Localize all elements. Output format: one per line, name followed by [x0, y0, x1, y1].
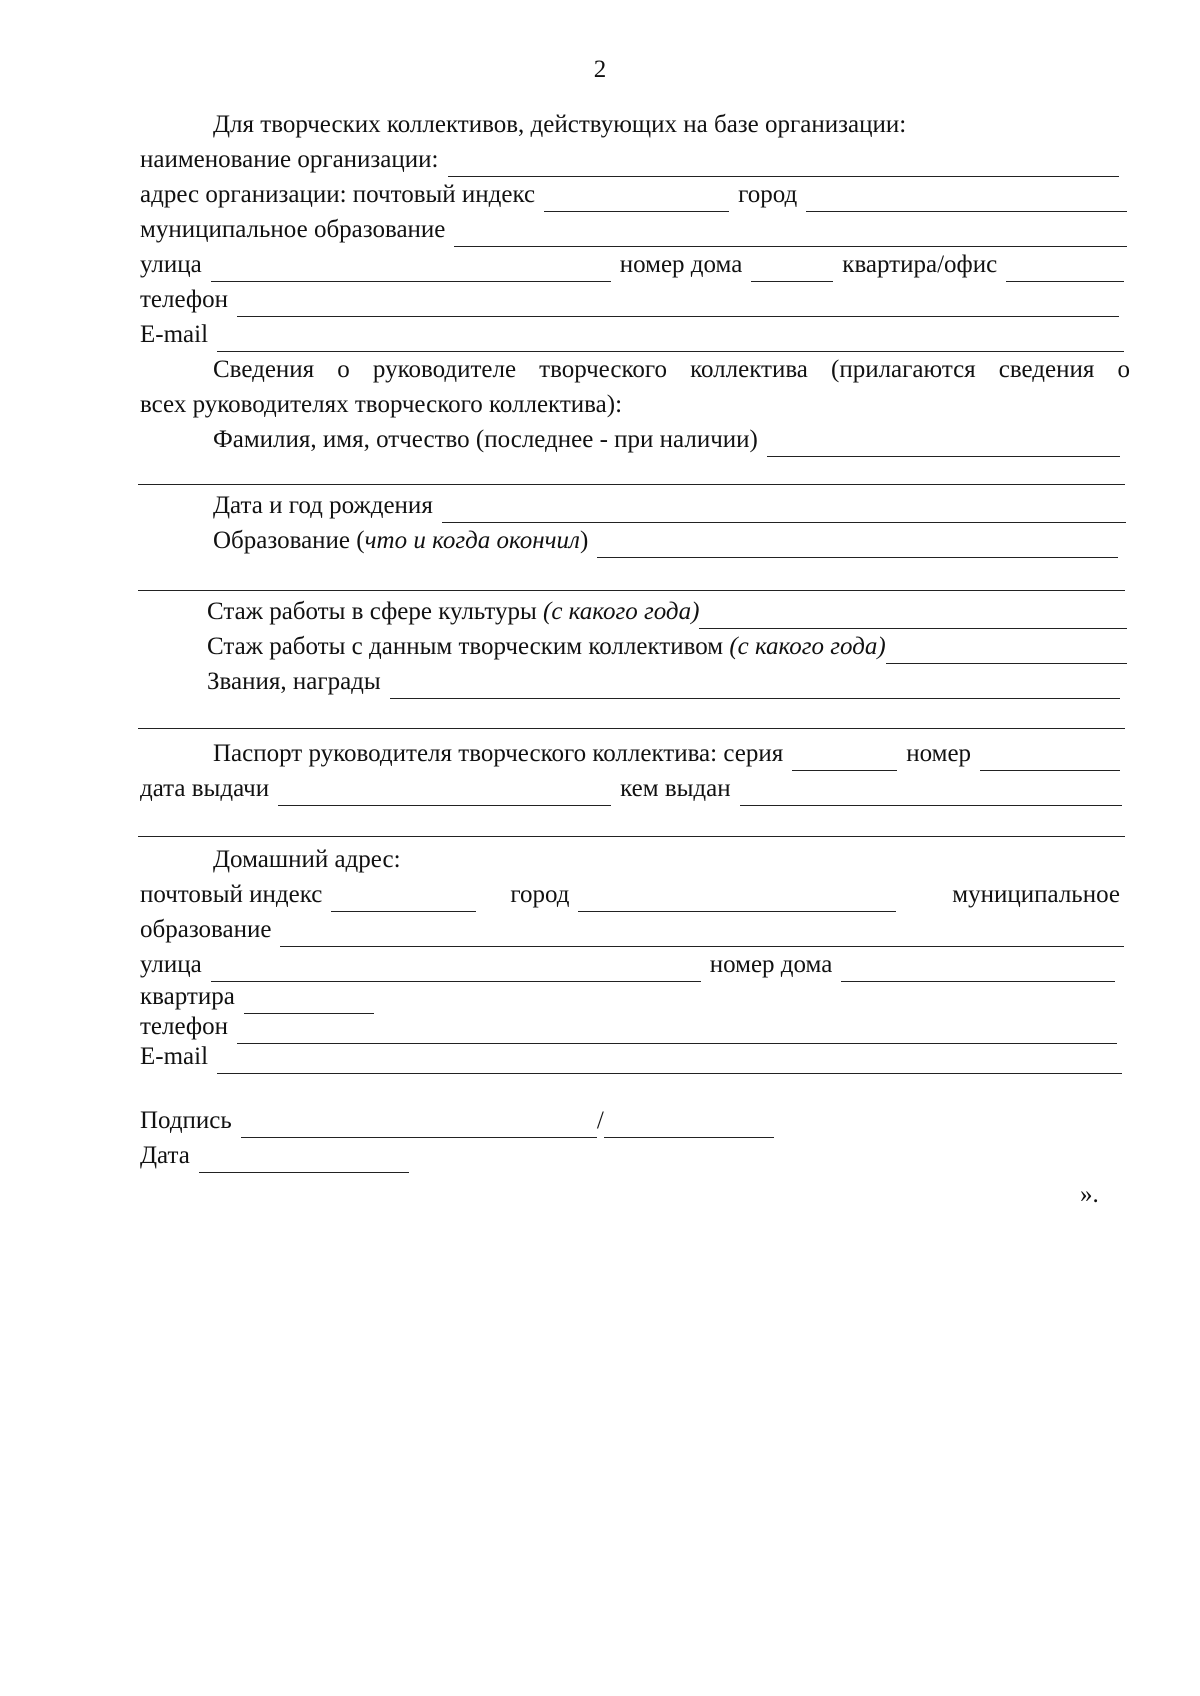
leader-education-close: ) — [579, 527, 589, 554]
home-city-label: город — [510, 881, 570, 908]
date-label: Дата — [140, 1142, 190, 1169]
org-municipality-row — [140, 213, 1127, 247]
org-name-row — [140, 143, 1119, 177]
signature-label: Подпись — [140, 1107, 232, 1134]
leader-intro-line1 — [213, 353, 1130, 387]
page-number: 2 — [593, 56, 607, 83]
org-street-row — [140, 248, 1124, 282]
home-address-title: Домашний адрес: — [213, 846, 401, 873]
home-apartment-label: квартира — [140, 983, 235, 1010]
home-email-row — [140, 1040, 1122, 1074]
home-postcode-label: почтовый индекс — [140, 881, 323, 908]
org-street-label: улица — [140, 251, 202, 278]
leader-education-continuation-line[interactable] — [138, 590, 1125, 591]
leader-education-hint: что и когда окончил — [364, 527, 580, 554]
culture-experience-label: Стаж работы в сфере культуры — [207, 598, 544, 625]
org-name-label: наименование организации: — [140, 146, 439, 173]
home-apartment-row — [140, 980, 540, 1014]
leader-birth-row — [213, 489, 1126, 523]
org-municipality-field[interactable] — [454, 221, 1127, 247]
leader-fio-continuation-line[interactable] — [138, 484, 1125, 485]
org-phone-label: телефон — [140, 286, 228, 313]
signature-field[interactable] — [241, 1112, 597, 1138]
leader-fio-row — [213, 423, 1120, 457]
passport-number-label: номер — [906, 740, 972, 767]
passport-issue-row — [140, 772, 1122, 806]
home-city-field[interactable] — [578, 886, 896, 912]
home-street-label: улица — [140, 951, 202, 978]
org-phone-field[interactable] — [237, 291, 1119, 317]
closing-mark-row — [1080, 1178, 1130, 1212]
leader-birth-field[interactable] — [442, 497, 1126, 523]
home-formation-label: образование — [140, 916, 272, 943]
org-email-row — [140, 318, 1124, 352]
team-experience-field[interactable] — [886, 638, 1127, 664]
team-experience-hint: (с какого года) — [729, 633, 886, 660]
org-address-label: адрес организации: почтовый индекс — [140, 181, 536, 208]
org-section-intro: Для творческих коллективов, действующих на базе организации: — [213, 111, 907, 138]
date-row — [140, 1139, 540, 1173]
issued-by-label: кем выдан — [620, 775, 731, 802]
org-office-label: квартира/офис — [842, 251, 998, 278]
home-phone-row — [140, 1010, 1117, 1044]
team-experience-label: Стаж работы с данным творческим коллективом — [207, 633, 730, 660]
home-address-title-row — [213, 843, 713, 877]
org-email-field[interactable] — [217, 326, 1124, 352]
leader-education-label: Образование ( — [213, 527, 365, 554]
org-city-label: город — [738, 181, 798, 208]
org-name-field[interactable] — [448, 151, 1120, 177]
awards-label: Звания, награды — [207, 668, 381, 695]
leader-intro-text1: Сведения о руководителе творческого коллектива (прилагаются сведения о — [213, 356, 1130, 383]
team-experience-row — [207, 630, 1127, 664]
org-house-field[interactable] — [751, 256, 833, 282]
signature-name-field[interactable] — [604, 1112, 774, 1138]
home-street-row — [140, 948, 1115, 982]
home-municipality-field[interactable] — [280, 921, 1124, 947]
passport-label: Паспорт руководителя творческого коллектива: серия — [213, 740, 784, 767]
issue-date-label: дата выдачи — [140, 775, 270, 802]
home-email-label: E-mail — [140, 1043, 209, 1070]
culture-experience-row — [207, 595, 1127, 629]
home-postcode-field[interactable] — [331, 886, 476, 912]
home-street-field[interactable] — [211, 956, 701, 982]
org-phone-row — [140, 283, 1119, 317]
org-address-row — [140, 178, 1127, 212]
org-office-field[interactable] — [1006, 256, 1124, 282]
passport-series-field[interactable] — [792, 745, 897, 771]
leader-fio-label: Фамилия, имя, отчество (последнее - при наличии) — [213, 426, 758, 453]
issue-date-field[interactable] — [278, 780, 611, 806]
awards-field[interactable] — [390, 673, 1120, 699]
home-formation-row — [140, 913, 1124, 947]
org-email-label: E-mail — [140, 321, 209, 348]
leader-fio-field[interactable] — [767, 431, 1120, 457]
home-postcode-row — [140, 878, 1120, 912]
signature-slash: / — [596, 1107, 604, 1134]
leader-intro-text2: всех руководителях творческого коллектива): — [140, 391, 623, 418]
home-email-field[interactable] — [217, 1048, 1122, 1074]
issued-by-continuation-line[interactable] — [138, 836, 1125, 837]
home-municipal-word: муниципальное — [952, 881, 1120, 908]
awards-continuation-line[interactable] — [138, 728, 1125, 729]
leader-education-field[interactable] — [597, 532, 1118, 558]
org-section-intro-line — [213, 108, 1128, 142]
awards-row — [207, 665, 1120, 699]
leader-birth-label: Дата и год рождения — [213, 492, 433, 519]
closing-mark: ». — [1080, 1181, 1099, 1208]
org-street-field[interactable] — [211, 256, 611, 282]
passport-number-field[interactable] — [980, 745, 1120, 771]
home-phone-label: телефон — [140, 1013, 228, 1040]
passport-row — [213, 737, 1120, 771]
org-house-label: номер дома — [619, 251, 743, 278]
date-field[interactable] — [199, 1147, 409, 1173]
org-municipality-label: муниципальное образование — [140, 216, 446, 243]
home-house-field[interactable] — [841, 956, 1115, 982]
home-house-label: номер дома — [709, 951, 833, 978]
leader-education-row — [213, 524, 1118, 558]
issued-by-field[interactable] — [740, 780, 1122, 806]
leader-intro-line2 — [140, 388, 1040, 422]
culture-experience-field[interactable] — [699, 603, 1127, 629]
culture-experience-hint: (с какого года) — [543, 598, 700, 625]
org-postcode-field[interactable] — [544, 186, 729, 212]
signature-row — [140, 1104, 790, 1138]
org-city-field[interactable] — [806, 186, 1127, 212]
